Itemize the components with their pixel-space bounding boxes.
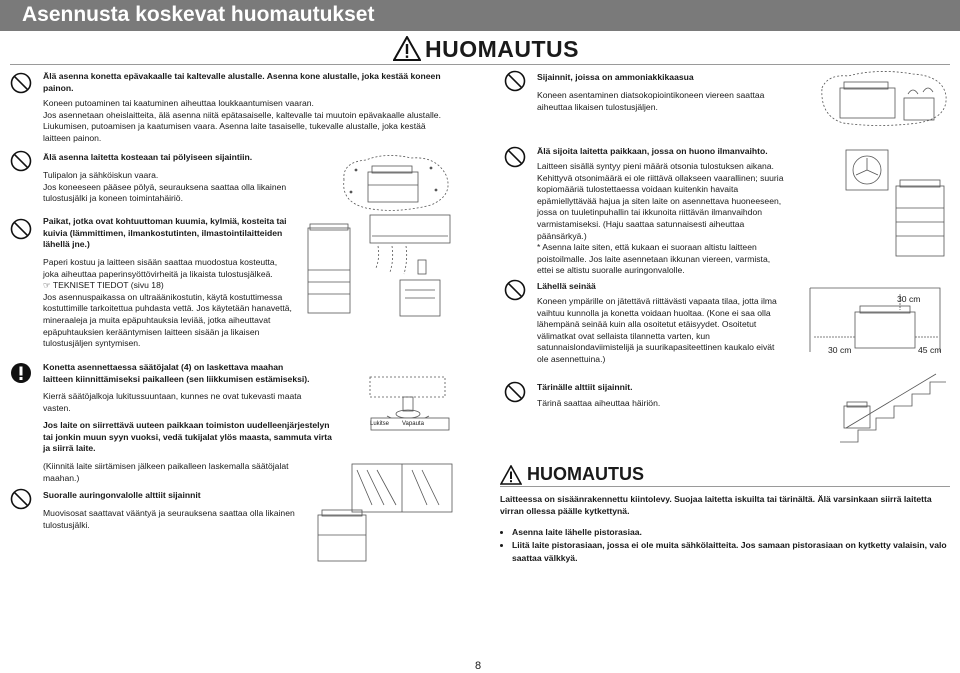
release-label: Vapauta <box>402 421 424 427</box>
box-rule <box>500 486 950 487</box>
section-body: Koneen putoaminen tai kaatuminen aiheuttaa loukkaantumisen vaaran. Jos asennetaan oheislaitteita, älä asenna niitä epätasaiselle, kaltevalle tai muutoin epävakaalle alustalle. Liukumisen, putoamisen ja kaatumisen vaara. Asenna laite tasaiselle, tukevalle alustalle, joka kestää laitteen painon. <box>43 98 441 143</box>
prohibition-icon <box>10 218 32 240</box>
prohibition-icon <box>10 488 32 510</box>
box-list <box>500 526 957 565</box>
section-body: Muovisosat saattavat vääntyä ja seurauksena saattaa olla likainen tulostusjälki. <box>43 508 295 530</box>
warning-triangle-icon <box>500 465 522 485</box>
page-number: 8 <box>475 660 482 672</box>
ammonia-copier-illustration <box>818 68 950 128</box>
box-intro: Laitteessa on sisäänrakennettu kiintolevy. Suojaa laitetta iskuilta tai tärinältä. Älä varsinkaan siirrä laitetta virran ollessa päälle kytkettynä. <box>500 494 932 516</box>
clearance-top-label: 30 cm <box>897 294 921 304</box>
section-body: Kierrä säätöjalkoja lukitussuuntaan, kunnes ne ovat tukevasti maata vasten. <box>43 391 302 413</box>
ventilation-fan-illustration <box>826 146 950 260</box>
list-item: • Asenna laite lähelle pistorasiaa. <box>512 526 957 539</box>
warning-triangle-icon <box>393 36 421 61</box>
lock-label: Lukitse <box>370 421 390 427</box>
clearance-left-label: 30 cm <box>828 345 852 355</box>
prohibition-icon <box>504 70 526 92</box>
prohibition-icon <box>10 72 32 94</box>
prohibition-icon <box>504 146 526 168</box>
warning-box <box>500 456 950 586</box>
section-heading: Lähellä seinää <box>537 281 596 291</box>
section-body: (Kiinnitä laite siirtämisen jälkeen paikalleen laskemalla säätöjalat maahan.) <box>43 461 289 483</box>
title-bar <box>0 0 960 31</box>
heater-aircon-illustration <box>300 210 458 320</box>
section-body: Koneen ympärille on jätettävä riittävästi vapaata tilaa, jotta ilma vaihtuu kunnolla ja konetta voidaan huoltaa. (Kone ei saa olla lähempänä seinää kuin alla osoitetut etäisyydet. Osoitetut välimatkat ovat sellaista tilannetta varten, kun satunnaislondaviimistelijä ja suurikapasiteettinen kaukalo eivät ole asennettuina.) <box>537 296 777 364</box>
page-title: Asennusta koskevat huomautukset <box>22 3 375 26</box>
dusty-copier-illustration <box>336 150 456 215</box>
section-heading: Sijainnit, joissa on ammoniakkikaasua <box>537 72 694 82</box>
warning-label: HUOMAUTUS <box>425 36 579 62</box>
list-item: • Liitä laite pistorasiaan, jossa ei ole muita sähkölaitteita. Jos samaan pistorasiaan on kytketty valaisin, valo saattaa välkkyä. <box>512 539 957 565</box>
prohibition-icon <box>10 150 32 172</box>
mandatory-action-icon <box>10 362 32 384</box>
section-heading: Älä asenna konetta epävakaalle tai kaltevalle alustalle. Asenna kone alustalle, joka kestää koneen painon. <box>43 71 441 93</box>
section-heading: Älä asenna laitetta kosteaan tai pölyiseen sijaintiin. <box>43 152 253 162</box>
sunlight-window-illustration <box>312 460 457 565</box>
header-rule <box>10 64 950 65</box>
section-heading: Paikat, jotka ovat kohtuuttoman kuumia, kylmiä, kosteita tai kuivia (lämmittimen, ilmankostutinten, ilmastointilaitteiden lähellä jne.) <box>43 216 287 250</box>
warning-label: HUOMAUTUS <box>527 464 644 484</box>
section-body: Tärinä saattaa aiheuttaa häiriön. <box>537 398 661 408</box>
section-body: Paperi kostuu ja laitteen sisään saattaa muodostua kosteutta, joka aiheuttaa paperinsyöttövirheitä ja likaista tulostusjälkeä. ☞ TEKNISET TIEDOT (sivu 18) Jos asennuspaikassa on ultraäänikostutin, käytä kostuttimessa kostuttimille tarkoitettua puhdasta vettä. Jos käytetään hanavettä, mineraaleja ja muita epäpuhtauksia leviää, jotka aiheuttavat epäpuhtauksien kerääntymisen laitteen sisään ja likaisen tulostusjäljen syntymisen. <box>43 257 292 349</box>
section-body: Tulipalon ja sähköiskun vaara. Jos koneeseen pääsee pölyä, seurauksena saattaa olla likainen tulostusjälki ja koneen toimintahäiriö. <box>43 170 287 204</box>
section-heading: Konetta asennettaessa säätöjalat (4) on laskettava maahan laitteen kiinnittämiseksi paikalleen (sen liikkumisen estämiseksi). <box>43 362 310 384</box>
section-heading: Tärinälle alttiit sijainnit. <box>537 382 633 392</box>
section-heading: Jos laite on siirrettävä uuteen paikkaan toimiston uudelleenjärjestelyn tai jonkin muun syyn vuoksi, vedä tukijalat ylös maasta, sammuta virta ja siirrä laite. <box>43 420 332 454</box>
section-body: Laitteen sisällä syntyy pieni määrä otsonia tulostuksen aikana. Kehittyvä otsonimäärä ei ole riittävä ollakseen vaarallinen; suuria kopiomääriä tulostettaessa voidaan kuitenkin havaita epämiellyttävää hajua ja siten laite on asennettava huoneeseen, jossa on tuuletinpuhallin tai ikkunoita riittävän ilmanvaihdon varmistamiseksi. (Haju saattaa satunnaisesti aiheuttaa päänsärkyä.) * Asenna laite siten, että kukaan ei suoraan altistu laitteen poistoilmalle. Jos laite asennetaan ikkunan viereen, varmista, ettei se altistu suoralle auringonvalolle. <box>537 161 784 276</box>
prohibition-icon <box>504 381 526 403</box>
prohibition-icon <box>504 279 526 301</box>
section-heading: Suoralle auringonvalolle alttiit sijainnit <box>43 490 201 500</box>
warning-header <box>393 36 579 64</box>
section-heading: Älä sijoita laitetta paikkaan, jossa on huono ilmanvaihto. <box>537 146 768 156</box>
vibration-stairs-illustration <box>836 366 950 446</box>
section-body: Koneen asentaminen diatsokopiointikoneen viereen saattaa aiheuttaa likaisen tulostusjäljen. <box>537 90 765 112</box>
clearance-right-label: 45 cm <box>918 345 942 355</box>
